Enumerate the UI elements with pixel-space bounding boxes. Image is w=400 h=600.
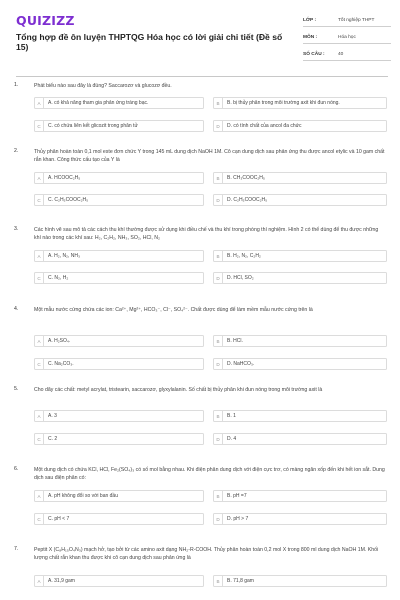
option-letter: B [214,491,223,501]
option-text: C. Na₂CO₃. [48,361,74,367]
option-letter: C [35,359,44,369]
option-a[interactable] [34,172,204,184]
question-number: 7. [14,546,19,552]
option-text: B. bị thủy phân trong môi trường axit khi đun nóng. [227,100,340,106]
option-text: B. H₂, N₂, C₂H₂ [227,253,261,259]
option-letter: D [214,514,223,524]
option-d[interactable] [213,120,387,132]
option-text: C. C₂H₅COOC₂H₅ [48,197,89,203]
document-meta [303,15,391,66]
option-text: B. CH₃COOC₂H₅ [227,175,265,181]
option-letter: B [214,411,223,421]
meta-value: 40 [338,52,344,57]
question-text: Một mẫu nước cứng chứa các ion: Ca²⁺, Mg²⁺, HCO₃⁻, Cl⁻, SO₄²⁻. Chất được dùng để làm mềm mẫu nước cứng trên là [34,307,313,313]
option-text: A. pH không đổi so với ban đầu [48,493,118,499]
option-letter: A [35,98,44,108]
option-d[interactable] [213,358,387,370]
option-text: D. 4 [227,436,237,442]
meta-label: MÔN : [303,35,318,40]
option-text: B. pH =7 [227,493,247,499]
option-letter: D [214,195,223,205]
question-number: 4. [14,306,19,312]
option-a[interactable] [34,97,204,109]
option-text: D. C₂H₅COOC₂H₅ [227,197,268,203]
option-d[interactable] [213,194,387,206]
meta-value: Hóa học [338,35,356,40]
option-b[interactable] [213,410,387,422]
option-letter: B [214,576,223,586]
option-a[interactable] [34,490,204,502]
option-text: A. H₂, N₂, NH₃ [48,253,81,259]
question-text: Một dung dịch có chứa KCl, HCl, Fe₂(SO₄)₃ có số mol bằng nhau. Khi điện phân dung dịch với điện cực trơ, có màng ngăn xốp đến khi hết ion sắt. Dung dịch sau điện phân có: [34,467,385,481]
option-text: C. có chứa liên kết glicozit trong phân tử [48,123,138,129]
option-letter: B [214,251,223,261]
option-text: B. HCl. [227,338,243,344]
option-letter: B [214,98,223,108]
option-letter: C [35,514,44,524]
option-letter: D [214,359,223,369]
option-letter: A [35,576,44,586]
option-c[interactable] [34,358,204,370]
question-number: 1. [14,82,19,88]
option-text: D. NaHCO₃. [227,361,255,367]
option-text: A. có khả năng tham gia phản ứng tráng bạc. [48,100,149,106]
meta-row-class [303,15,391,27]
option-letter: C [35,121,44,131]
option-a[interactable] [34,335,204,347]
question-number: 3. [14,226,19,232]
option-d[interactable] [213,513,387,525]
question-number: 6. [14,466,19,472]
question-number: 5. [14,386,19,392]
option-text: D. có tính chất của ancol đa chức [227,123,302,129]
option-letter: C [35,195,44,205]
option-text: B. 71,8 gam [227,578,254,584]
option-b[interactable] [213,172,387,184]
option-c[interactable] [34,120,204,132]
option-b[interactable] [213,97,387,109]
question-text: Cho dãy các chất: metyl acrylat, tristearin, saccarozơ, glyxylalanin. Số chất bị thủy phân khi đun nóng trong môi trường axit là [34,387,323,393]
meta-value: Tốt nghiệp THPT [338,18,375,23]
option-c[interactable] [34,513,204,525]
question-text: Thủy phân hoàn toàn 0,1 mol este đơn chức Y trong 145 mL dung dịch NaOH 1M. Cô cạn dung dịch sau phản ứng thu được ancol etylic và 10 gam chất rắn khan. Công thức cấu tạo của Y là [34,149,385,163]
meta-row-subject [303,32,391,44]
meta-label: LỚP : [303,18,317,23]
option-c[interactable] [34,433,204,445]
option-letter: A [35,491,44,501]
question-number: 2. [14,148,19,154]
meta-label: SỐ CÂU : [303,52,325,57]
option-text: D. HCl, SO₂ [227,275,254,281]
option-text: C. pH < 7 [48,516,70,522]
option-text: D. pH > 7 [227,516,249,522]
option-text: A. 3 [48,413,57,419]
option-b[interactable] [213,575,387,587]
option-text: B. 1 [227,413,236,419]
option-a[interactable] [34,250,204,262]
option-text: A. 31,9 gam [48,578,75,584]
option-letter: B [214,173,223,183]
header-divider [16,76,388,77]
option-letter: D [214,273,223,283]
option-letter: B [214,336,223,346]
option-text: A. HCOOC₂H₅ [48,175,81,181]
question-text: Peptit X (C₈H₁₅O₄N₃) mạch hở, tạo bởi từ các amino axit dạng NH₂-R-COOH. Thủy phân hoàn toàn 0,2 mol X trong 800 ml dung dịch NaOH 1M. Khối lượng chất rắn khan thu được khi cô cạn dung dịch sau phản ứng là [34,547,379,561]
option-b[interactable] [213,490,387,502]
option-text: C. 2 [48,436,58,442]
option-d[interactable] [213,433,387,445]
option-letter: A [35,251,44,261]
question-text: Các hình vẽ sau mô tả các cách thu khí thường được sử dụng khi điều chế và thu khí trong phòng thí nghiệm. Hình 2 có thể dùng để thu được những khí nào trong các khí sau: H₂, C₂H₂, NH₃, SO₂, HCl, N₂ [34,227,379,241]
option-letter: D [214,121,223,131]
option-c[interactable] [34,194,204,206]
option-b[interactable] [213,250,387,262]
option-text: A. H₂SO₄. [48,338,71,344]
option-a[interactable] [34,575,204,587]
quizizz-logo: QUIZIZZ [16,13,75,28]
document-title: Tổng hợp đề ôn luyện THPTQG Hóa học có lời giải chi tiết (Đề số 15) [16,32,283,52]
option-letter: D [214,434,223,444]
option-d[interactable] [213,272,387,284]
option-letter: C [35,273,44,283]
question-text: Phát biểu nào sau đây là đúng? Saccarozơ và glucozơ đều. [34,83,172,89]
option-letter: A [35,411,44,421]
option-text: C. N₂, H₂ [48,275,69,281]
option-b[interactable] [213,335,387,347]
option-letter: C [35,434,44,444]
option-c[interactable] [34,272,204,284]
option-letter: A [35,173,44,183]
option-letter: A [35,336,44,346]
document-header [0,0,400,72]
option-a[interactable] [34,410,204,422]
meta-row-count [303,49,391,61]
